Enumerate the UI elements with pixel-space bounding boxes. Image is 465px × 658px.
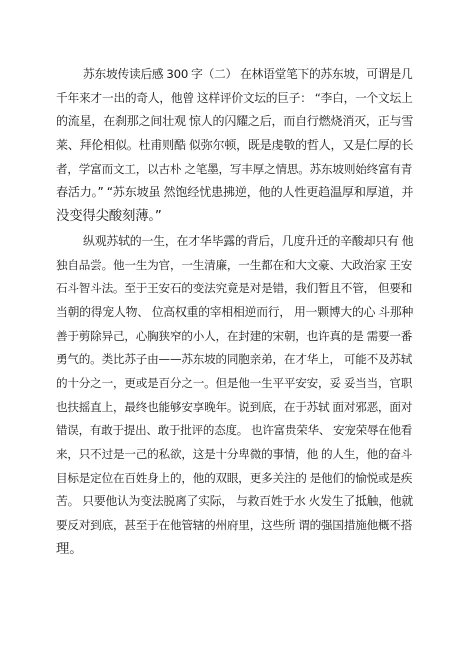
text-line: 纵观苏轼的一生，在才华毕露的背后，几度升迁的辛酸却只有 他 [83, 233, 414, 248]
text-line: 没变得尖酸刻薄。” [56, 209, 162, 225]
text-line: 莱、拜伦相似。杜甫则酷 似弥尔顿，既是虔敬的哲人，又是仁厚的长 [56, 138, 414, 153]
text-line: 目标是定位在百姓身上的，他的双眼，更多关注的 是他们的愉悦或是疾 [56, 470, 413, 485]
text-line: 来，只不过是一己的私欲，这是十分卑微的事情，他 的人生，他的奋斗 [56, 447, 413, 461]
text-line: 苏东坡传读后感 300 字（二） 在林语堂笔下的苏东坡，可谓是几 [83, 67, 413, 81]
text-line: 勇气的。类比苏子由——苏东坡的同胞亲弟，在才华上， 可能不及苏轼 [56, 352, 413, 367]
text-line: 石斗智斗法。至于王安石的变法究竟是对是错，我们暂且不管， 但要和 [56, 281, 413, 296]
text-line: 也扶摇直上，最终也能够安享晚年。说到底，在于苏轼 面对邪恶，面对 [56, 399, 413, 414]
text-line: 要反对到底，甚至于在他管辖的州府里，这些所 谓的强国措施他概不搭 [56, 518, 413, 533]
text-line: 当朝的得宠人物、 位高权重的宰相相逆而行， 用一颗博大的心 斗那种 [56, 304, 414, 319]
text-line: 苦。 只要他认为变法脱离了实际， 与救百姓于水 火发生了抵触，他就 [56, 494, 414, 509]
paragraph-1 [56, 63, 413, 229]
text-line: 春活力。” “苏东坡虽 然饱经忧患拂逆，他的人性更趋温厚和厚道，并 [56, 185, 414, 200]
text-line: 理。 [56, 541, 83, 557]
text-line: 千年来才一出的奇人，他曾 这样评价文坛的巨子： “李白，一个文坛上 [56, 90, 413, 105]
essay-body [56, 63, 413, 561]
text-line: 错误，有敢于提出、敢于批评的态度。 也许富贵荣华、 安宠荣辱在他看 [56, 423, 413, 438]
text-line: 独自品尝。他一生为官，一生清廉，一生都在和大文豪、大政治家 王安 [56, 257, 413, 272]
text-line: 的流星，在刹那之间壮观 惊人的闪耀之后，而自行燃烧消灭，正与雪 [56, 114, 414, 129]
text-line: 善于剪除异己，心胸狭窄的小人，在封建的宋朝，也许真的是 需要一番 [56, 328, 413, 343]
paragraph-2 [56, 230, 413, 562]
text-line: 者，学富而文工，以古朴 之笔墨，写丰厚之情思。苏东坡则始终富有青 [56, 161, 413, 176]
text-line: 的十分之一，更或是百分之一。但是他一生平平安安，妥 妥当当，官职 [56, 375, 413, 390]
